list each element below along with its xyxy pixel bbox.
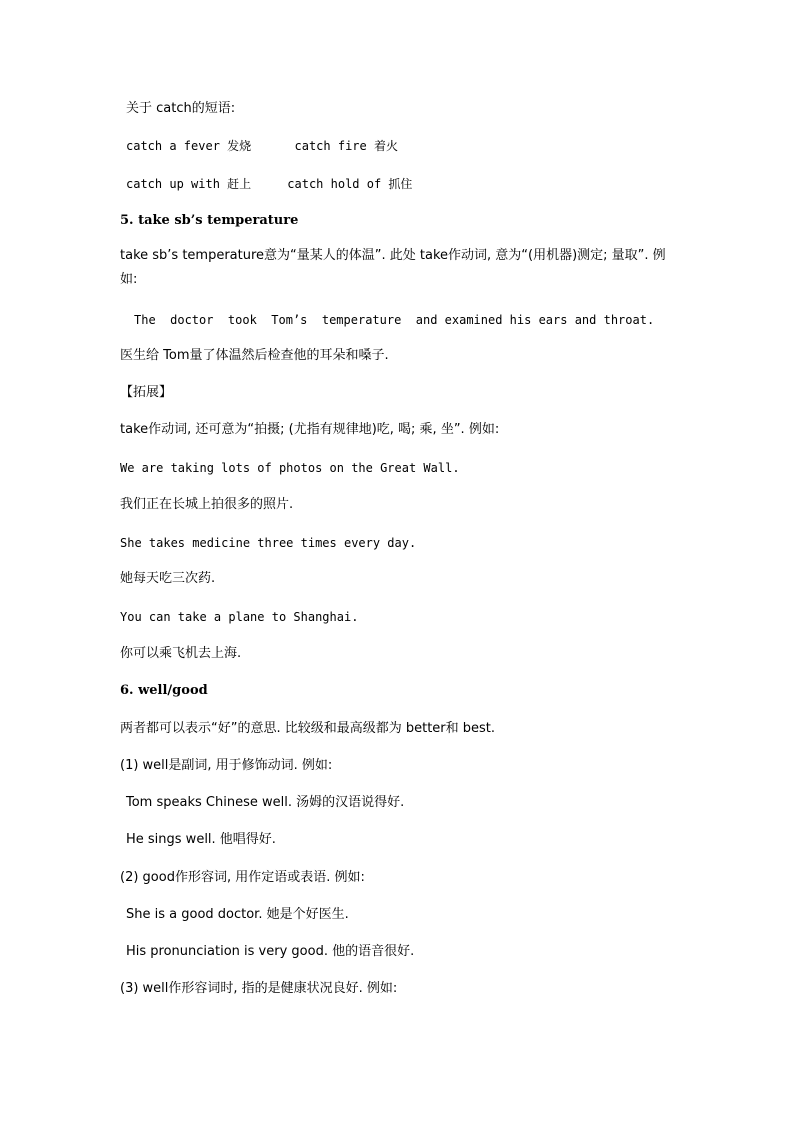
example-he-sings: He sings well. 他唱得好. [126, 832, 276, 847]
example-tom-speaks: Tom speaks Chinese well. 汤姆的汉语说得好. [126, 795, 405, 810]
example-doctor-chinese: 医生给 Tom量了体温然后检查他的耳朵和嗓子. [120, 348, 389, 363]
example-doctor-english: The doctor took Tom’s temperature and examined his ears and throat. [134, 313, 655, 327]
example-photos-english: We are taking lots of photos on the Great Wall. [120, 461, 460, 475]
example-plane-english: You can take a plane to Shanghai. [120, 610, 359, 624]
take-extended-meanings: take作动词, 还可意为“拍摄; (尤指有规律地)吃, 喝; 乘, 坐”. 例如: [120, 422, 500, 437]
catch-phrase-row-2: catch up with 赶上 catch hold of 抓住 [126, 177, 413, 191]
example-pronunciation: His pronunciation is very good. 他的语音很好. [126, 944, 415, 959]
well-adjective-rule: (3) well作形容词时, 指的是健康状况良好. 例如: [120, 981, 398, 996]
example-plane-chinese: 你可以乘飞机去上海. [120, 646, 242, 661]
section-heading-6: 6. well/good [120, 683, 208, 698]
section-heading-5: 5. take sb’s temperature [120, 213, 299, 228]
example-good-doctor: She is a good doctor. 她是个好医生. [126, 907, 349, 922]
good-adjective-rule: (2) good作形容词, 用作定语或表语. 例如: [120, 870, 365, 885]
catch-phrases-intro: 关于 catch的短语: [126, 101, 236, 116]
example-photos-chinese: 我们正在长城上拍很多的照片. [120, 497, 294, 512]
example-medicine-english: She takes medicine three times every day. [120, 536, 417, 550]
catch-phrase-row-1: catch a fever 发烧 catch fire 着火 [126, 139, 398, 153]
expansion-heading: 【拓展】 [120, 385, 173, 400]
example-medicine-chinese: 她每天吃三次药. [120, 571, 216, 586]
take-temperature-explanation: take sb’s temperature意为“量某人的体温”. 此处 take作动词, 意为“(用机器)测定; 量取”. 例如: [120, 248, 666, 287]
well-good-intro: 两者都可以表示“好”的意思. 比较级和最高级都为 better和 best. [120, 721, 496, 736]
well-adverb-rule: (1) well是副词, 用于修饰动词. 例如: [120, 758, 333, 773]
